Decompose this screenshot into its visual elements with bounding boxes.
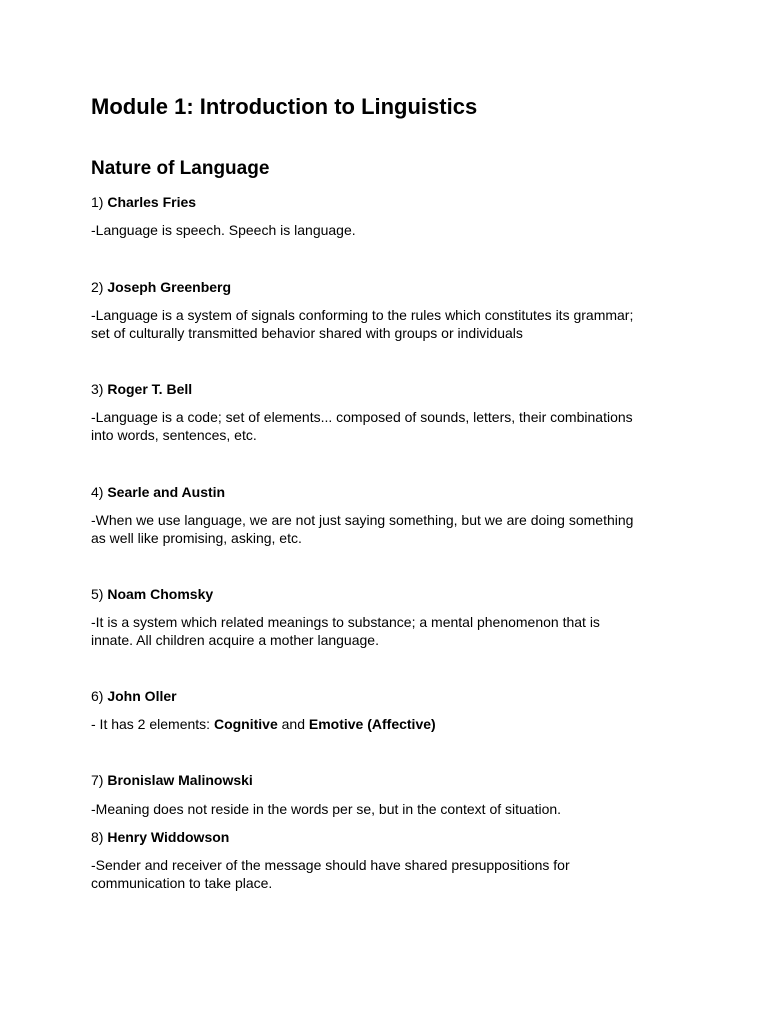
entry-line: -Language is speech. Speech is language. [91,222,356,238]
entry-line: -Sender and receiver of the message should have shared presuppositions for [91,857,570,873]
entry-line: -Meaning does not reside in the words per se, but in the context of situation. [91,801,562,817]
entry-number: 3) [91,381,104,397]
entry-description [91,511,691,547]
entry-heading [91,278,231,296]
entry-number: 8) [91,829,104,845]
entry-number: 5) [91,586,104,602]
entry-description [91,856,691,892]
entry-description [91,408,691,444]
entry-description [91,221,691,239]
entry-line: innate. All children acquire a mother language. [91,632,379,648]
entry-term-cognitive: Cognitive [213,716,278,732]
entry-name: Roger T. Bell [107,381,193,397]
entry-name: Bronislaw Malinowski [107,772,253,788]
entry-name: Noam Chomsky [107,586,214,602]
entry-heading [91,585,213,603]
entry-heading [91,483,225,501]
entry-heading [91,828,229,846]
entry-number: 6) [91,688,104,704]
entry-line: communication to take place. [91,875,273,891]
section-heading: Nature of Language [91,158,270,179]
entry-name: Charles Fries [107,194,197,210]
entry-term-emotive: Emotive (Affective) [308,716,436,732]
entry-text: - It has 2 elements: [91,716,214,732]
entry-name: Joseph Greenberg [107,279,232,295]
entry-name: John Oller [107,688,177,704]
entry-heading [91,193,196,211]
entry-line: -It is a system which related meanings to substance; a mental phenomenon that is [91,614,600,630]
entry-description [91,715,691,733]
entry-number: 4) [91,484,104,500]
entry-description [91,800,691,818]
entry-line: as well like promising, asking, etc. [91,530,302,546]
entry-heading [91,687,177,705]
entry-description [91,306,691,342]
entry-heading [91,771,253,789]
entry-line: -When we use language, we are not just saying something, but we are doing something [91,512,634,528]
entry-number: 1) [91,194,104,210]
entry-line: set of culturally transmitted behavior shared with groups or individuals [91,325,523,341]
entry-text: and [277,716,309,732]
entry-name: Searle and Austin [107,484,226,500]
entry-line: into words, sentences, etc. [91,427,257,443]
entry-name: Henry Widdowson [107,829,230,845]
entry-description [91,613,691,649]
document-title: Module 1: Introduction to Linguistics [91,94,478,119]
entry-number: 7) [91,772,104,788]
entry-number: 2) [91,279,104,295]
entry-heading [91,380,192,398]
entry-line: -Language is a system of signals conforming to the rules which constitutes its grammar; [91,307,634,323]
entry-line: -Language is a code; set of elements... composed of sounds, letters, their combinations [91,409,633,425]
